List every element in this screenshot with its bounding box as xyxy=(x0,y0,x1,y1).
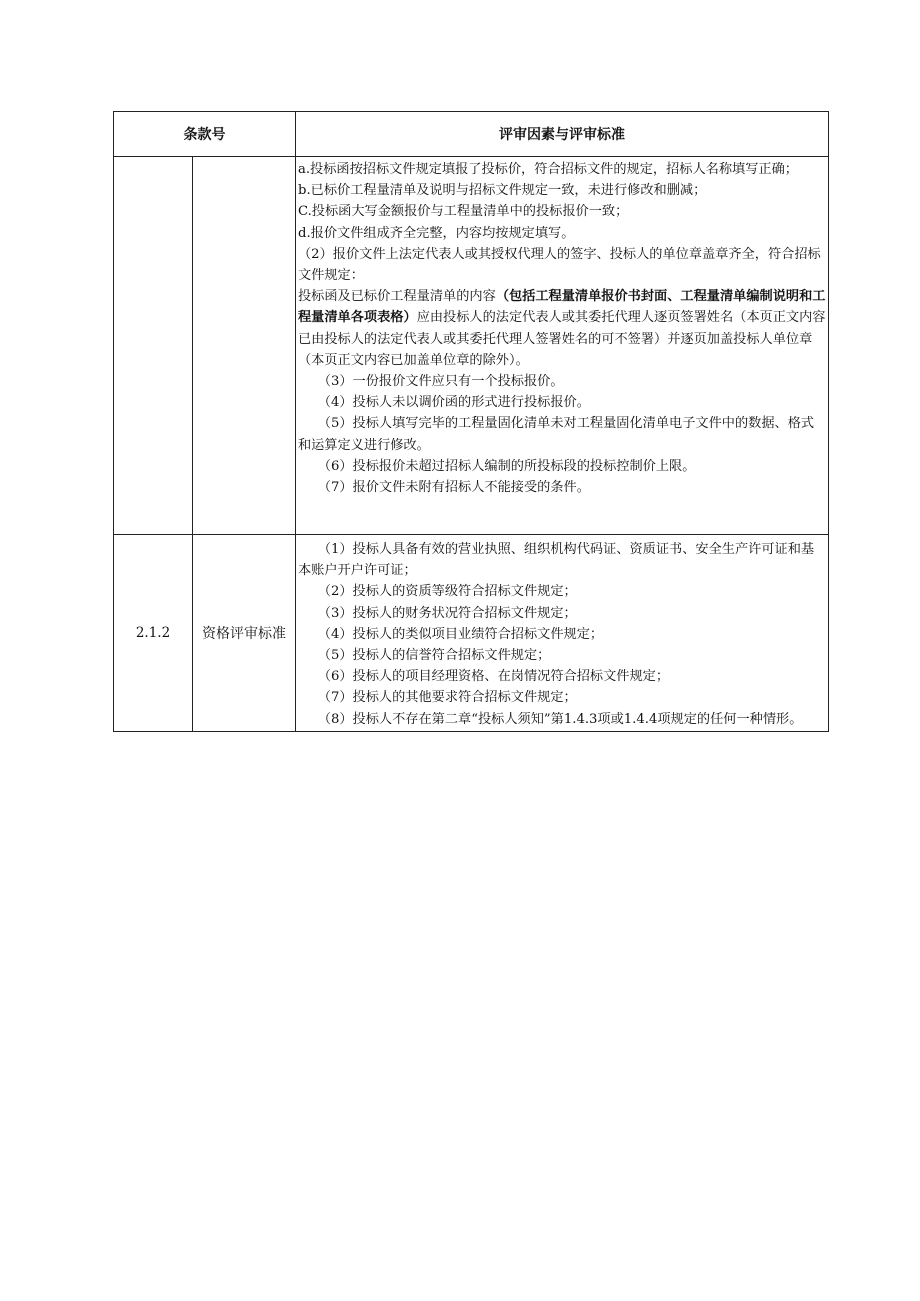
criteria-item: （4）投标人的类似项目业绩符合招标文件规定； xyxy=(317,626,604,642)
criteria-item: （8）投标人不存在第二章“投标人须知”第1.4.3项或1.4.4项规定的任何一种情形。 xyxy=(317,711,803,727)
criteria-cell xyxy=(296,535,829,732)
header-clause: 条款号 xyxy=(114,112,296,157)
criteria-item: （2）投标人的资质等级符合招标文件规定； xyxy=(317,584,577,600)
criteria-item: （5）投标人填写完毕的工程量固化清单未对工程量固化清单电子文件中的数据、格式和运算定义进行修改。 xyxy=(298,416,815,453)
signature-scope: （包括工程量清单报价书封面、工程量清单编制说明和工程量清单各项表格） xyxy=(298,289,826,326)
criteria-item: （6）投标人的项目经理资格、在岗情况符合招标文件规定； xyxy=(317,669,670,685)
header-criteria: 评审因素与评审标准 xyxy=(296,112,829,157)
clause-number xyxy=(114,157,193,535)
header-row xyxy=(114,112,829,157)
clause-name xyxy=(193,157,296,535)
evaluation-table xyxy=(113,111,829,732)
criteria-line: b.已标价工程量清单及说明与招标文件规定一致，未进行修改和删减； xyxy=(298,183,707,199)
clause-name: 资格评审标准 xyxy=(193,535,296,732)
criteria-item: （7）投标人的其他要求符合招标文件规定； xyxy=(317,690,577,706)
criteria-item: （7）报价文件未附有招标人不能接受的条件。 xyxy=(317,480,590,496)
signature-pre: 投标函及已标价工程量清单的内容 xyxy=(298,289,496,305)
criteria-line: a.投标函按招标文件规定填报了投标价，符合招标文件的规定，招标人名称填写正确； xyxy=(298,162,798,177)
criteria-item: （1）投标人具备有效的营业执照、组织机构代码证、资质证书、安全生产许可证和基本账户开户许可证； xyxy=(298,542,815,579)
criteria-item: （6）投标报价未超过招标人编制的所投标段的投标控制价上限。 xyxy=(317,458,696,474)
signature-requirement xyxy=(298,286,827,371)
criteria-item: （4）投标人未以调价函的形式进行投标报价。 xyxy=(317,395,590,411)
criteria-item: （3）投标人的财务状况符合招标文件规定； xyxy=(317,605,577,621)
criteria-line: （2）报价文件上法定代表人或其授权代理人的签字、投标人的单位章盖章齐全，符合招标文件规定： xyxy=(298,246,821,284)
signature-post: 应由投标人的法定代表人或其委托代理人逐页签署姓名（本页正文内容已由投标人的法定代表人或其委托代理人签署姓名的可不签署）并逐页加盖投标人单位章（本页正文内容已加盖单位章的除外）。 xyxy=(298,310,826,368)
clause-number: 2.1.2 xyxy=(114,535,193,732)
criteria-cell xyxy=(296,157,829,535)
criteria-item: （5）投标人的信誉符合招标文件规定； xyxy=(317,648,551,664)
criteria-item: （3）一份报价文件应只有一个投标报价。 xyxy=(317,374,564,390)
table-row xyxy=(114,157,829,535)
table-row xyxy=(114,535,829,732)
criteria-line: C.投标函大写金额报价与工程量清单中的投标报价一致； xyxy=(298,204,629,220)
criteria-line: d.报价文件组成齐全完整，内容均按规定填写。 xyxy=(298,225,575,241)
